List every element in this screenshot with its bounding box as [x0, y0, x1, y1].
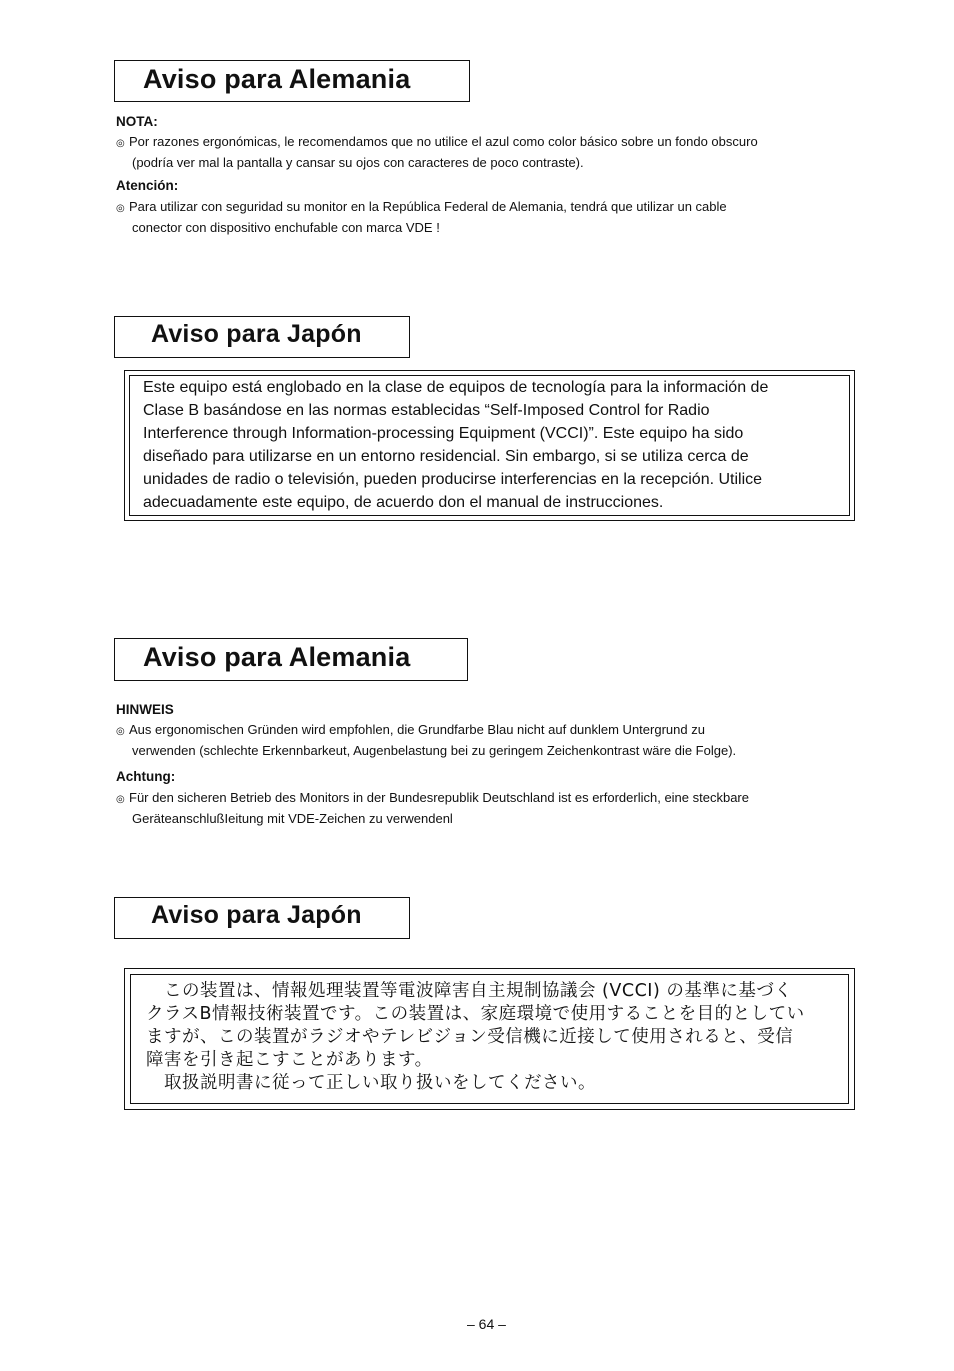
hinweis-label: HINWEIS [116, 702, 174, 717]
paragraph-line: Aus ergonomischen Gründen wird empfohlen, die Grundfarbe Blau nicht auf dunklem Untergrund zu [129, 722, 705, 737]
notice-line: Este equipo está englobado en la clase de equipos de tecnología para la información de [143, 379, 769, 396]
bullet-icon: ◎ [116, 203, 125, 214]
notice-text [143, 376, 768, 514]
atencion-label: Atención: [116, 178, 179, 193]
section-title: Aviso para Alemania [143, 64, 411, 94]
notice-line: diseñado para utilizarse en un entorno residencial. Sin embargo, si se utiliza cerca de [143, 448, 749, 465]
bullet-icon: ◎ [116, 794, 125, 805]
notice-line: 障害を引き起こすことがあります。 [146, 1050, 433, 1070]
notice-line: Clase B basándose en las normas establecidas “Self-Imposed Control for Radio [143, 402, 710, 419]
section-title: Aviso para Japón [151, 320, 362, 348]
paragraph-line: Für den sicheren Betrieb des Monitors in der Bundesrepublik Deutschland ist es erforderlich, eine steckbare [129, 790, 749, 805]
notice-line: 取扱説明書に従って正しい取り扱いをしてください。 [164, 1073, 596, 1093]
paragraph-line: GeräteanschlußIeitung mit VDE-Zeichen zu verwendenl [132, 811, 453, 826]
hinweis-paragraph [116, 720, 736, 760]
section-title-box [114, 316, 410, 358]
notice-line: adecuadamente este equipo, de acuerdo don el manual de instrucciones. [143, 494, 664, 511]
bullet-icon: ◎ [116, 726, 125, 737]
bullet-icon: ◎ [116, 138, 125, 149]
nota-paragraph [116, 132, 758, 172]
paragraph-line: (podría ver mal la pantalla y cansar su ojos con caracteres de poco contraste). [132, 155, 584, 170]
paragraph-line: Por razones ergonómicas, le recomendamos que no utilice el azul como color básico sobre un fondo obscuro [129, 134, 758, 149]
notice-line: unidades de radio o televisión, pueden producirse interferencias en la recepción. Utilice [143, 471, 763, 488]
section-title: Aviso para Japón [151, 901, 362, 929]
paragraph-line: conector con dispositivo enchufable con marca VDE ! [132, 220, 440, 235]
notice-line: ますが、この装置がラジオやテレビジョン受信機に近接して使用されると、受信 [146, 1027, 794, 1047]
section-title-box [114, 638, 468, 681]
achtung-paragraph [116, 788, 749, 828]
page-number: – 64 – [467, 1316, 506, 1332]
section-title: Aviso para Alemania [143, 642, 411, 672]
achtung-label: Achtung: [116, 769, 176, 784]
section-title-box [114, 60, 470, 102]
nota-label: NOTA: [116, 114, 158, 129]
paragraph-line: Para utilizar con seguridad su monitor en la República Federal de Alemania, tendrá que utilizar un cable [129, 199, 727, 214]
paragraph-line: verwenden (schlechte Erkennbarkeut, Augenbelastung bei zu geringem Zeichenkontrast wäre die Folge). [132, 743, 737, 758]
notice-line: Interference through Information-processing Equipment (VCCI)”. Este equipo ha sido [143, 425, 744, 442]
atencion-paragraph [116, 197, 727, 237]
notice-line: この装置は、情報処理装置等電波障害自主規制協議会 (VCCI) の基準に基づく [164, 981, 793, 1001]
notice-line: クラスB情報技術装置です。この装置は、家庭環境で使用することを目的としてい [146, 1004, 805, 1024]
notice-text-japanese [146, 980, 805, 1095]
section-title-box [114, 897, 410, 939]
